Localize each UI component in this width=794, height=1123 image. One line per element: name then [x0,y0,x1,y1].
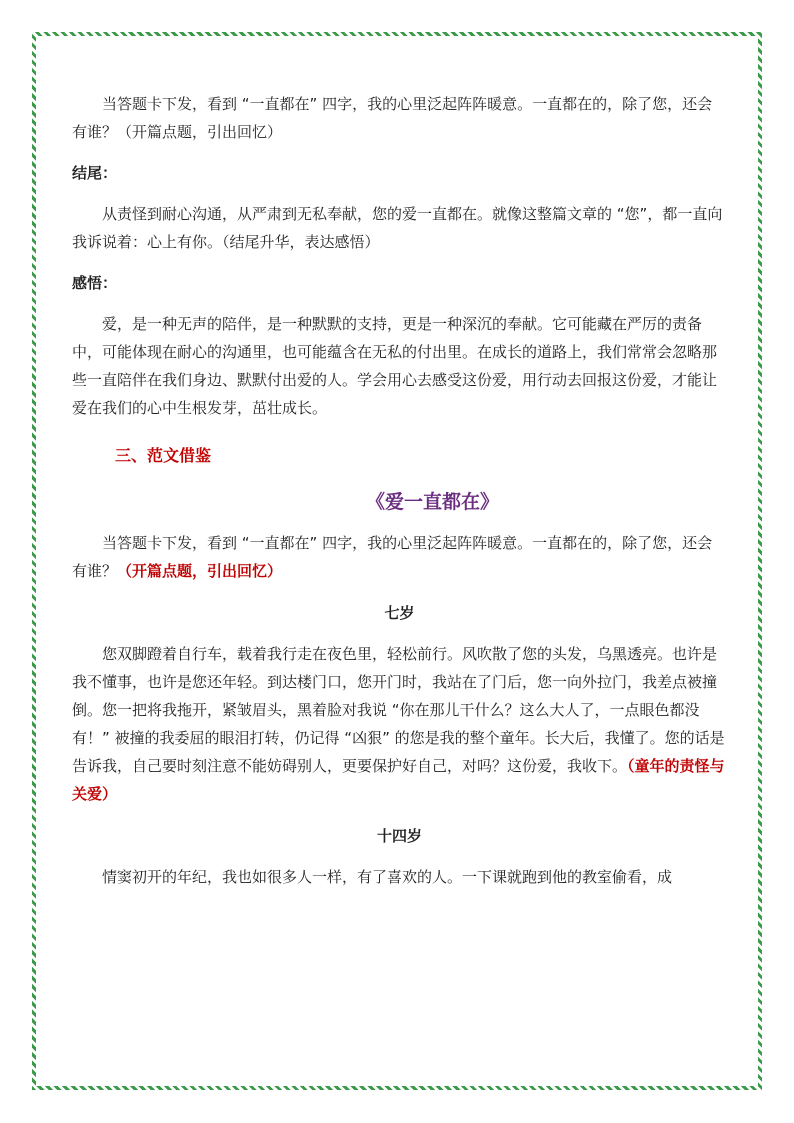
part2-heading: 十四岁 [376,827,422,845]
part1-note: （童年的责怪与关爱） [72,757,725,803]
essay-opening-paragraph [72,529,727,585]
section-title: 三、范文借鉴 [115,446,212,465]
ending-paragraph: 从责怪到耐心沟通，从严肃到无私奉献，您的爱一直都在。就像这整篇文章的 “您”，都一直向我诉说着：心上有你。（结尾升华，表达感悟） [72,205,723,251]
ending-heading: 结尾： [72,164,118,182]
intro-paragraph: 当答题卡下发，看到 “一直都在” 四字，我的心里泛起阵阵暖意。一直都在的，除了您，还会有谁？（开篇点题，引出回忆） [72,95,713,141]
essay-opening-text: 当答题卡下发，看到 “一直都在” 四字，我的心里泛起阵阵暖意。一直都在的，除了您，还会有谁？ [72,534,713,580]
part1-paragraph [72,640,727,808]
insight-heading: 感悟： [72,274,118,292]
insight-paragraph: 爱，是一种无声的陪伴，是一种默默的支持，更是一种深沉的奉献。它可能藏在严厉的责备中，可能体现在耐心的沟通里，也可能蕴含在无私的付出里。在成长的道路上，我们常常会忽略那些一直陪伴在我们身边、默默付出爱的人。学会用心去感受这份爱，用行动去回报这份爱，才能让爱在我们的心中生根发芽，茁壮成长。 [72,315,718,417]
part2-paragraph: 情窦初开的年纪，我也如很多人一样，有了喜欢的人。一下课就跑到他的教室偷看，成 [102,868,673,886]
part1-heading: 七岁 [384,604,415,622]
document-body [72,90,727,891]
part1-text: 您双脚蹬着自行车，载着我行走在夜色里，轻松前行。风吹散了您的头发，乌黑透亮。也许是我不懂事，也许是您还年轻。到达楼门口，您开门时，我站在了门后，您一向外拉门，我差点被撞倒。您一把将我拖开，紧皱眉头，黑着脸对我说 “你在那儿干什么？这么大人了，一点眼色都没有！” 被撞的我委屈的眼泪打转，仍记得 “凶狠” 的您是我的整个童年。长大后，我懂了。您的话是告诉我，自己要时刻注意不能妨碍别人，更要保护好自己，对吗？这份爱，我收下。 [72,645,725,775]
essay-title: 《爱一直都在》 [365,491,499,513]
essay-opening-note: （开篇点题，引出回忆） [117,562,283,580]
